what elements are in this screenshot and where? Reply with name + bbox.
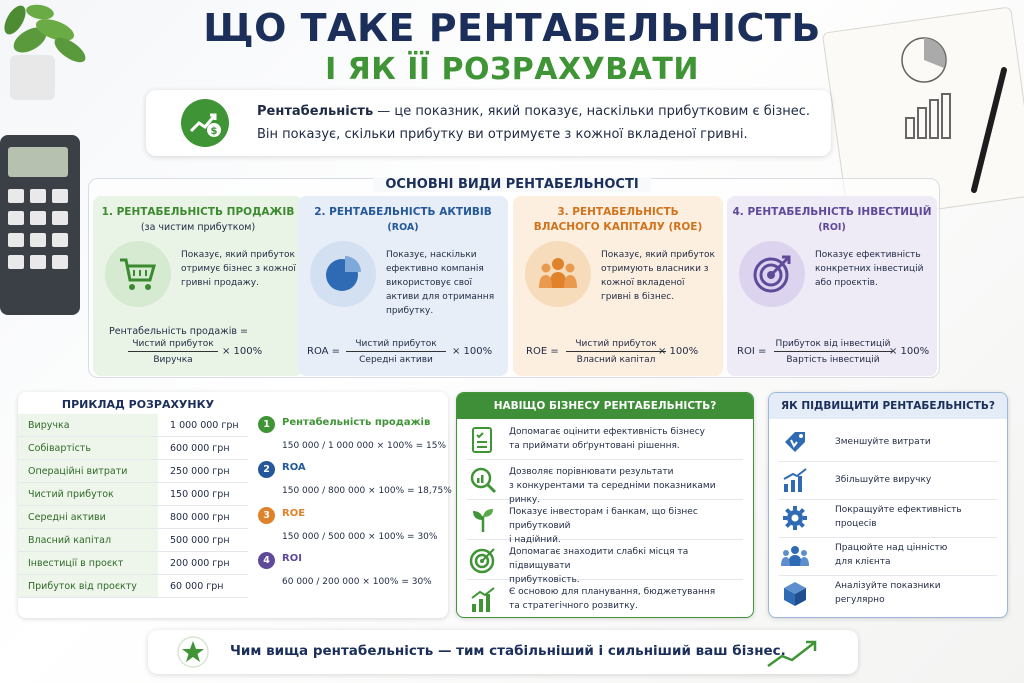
formula-multiplier: × 100% — [222, 346, 263, 357]
example-panel — [18, 392, 452, 618]
list-item-text: Дозволяє порівнювати результати з конкурентами та середніми показниками ринку. — [509, 467, 716, 505]
shopping-cart-icon — [118, 254, 158, 294]
row-label: Власний капітал — [18, 529, 158, 551]
formula-label: ROI = — [737, 346, 767, 357]
list-item — [467, 540, 743, 585]
card-description: Показує, який прибуток отримують власники з кожної вкладеної гривні в бізнес. — [601, 250, 715, 302]
calc-number-badge: 4 — [258, 552, 275, 569]
list-item-text: Аналізуйте показники регулярно — [835, 581, 941, 605]
list-item — [467, 460, 743, 505]
formula-fraction — [128, 339, 218, 365]
formula-multiplier: × 100% — [889, 346, 930, 357]
card-title: 2. РЕНТАБЕЛЬНІСТЬ АКТИВІВ — [314, 206, 492, 218]
calc-expression: 60 000 / 200 000 × 100% = 30% — [282, 577, 432, 587]
list-item-text: Є основою для планування, бюджетування та стратегічного розвитку. — [509, 587, 716, 611]
list-item-text: Зменшуйте витрати — [835, 437, 931, 447]
people-icon — [538, 254, 578, 294]
page-subtitle: І ЯК ЇЇ РОЗРАХУВАТИ — [325, 52, 699, 87]
table-row — [18, 506, 248, 529]
formula-fraction — [774, 339, 892, 365]
definition-line-2: Він показує, скільки прибутку ви отримуєте з кожної вкладеної гривні. — [257, 127, 748, 142]
calc-label: ROI — [282, 553, 302, 564]
table-row — [18, 552, 248, 575]
card-subtitle: (ROI) — [818, 222, 846, 233]
row-value: 1 000 000 грн — [170, 420, 239, 431]
footer-text: Чим вища рентабельність — тим стабільніший і сильніший ваш бізнес. — [230, 643, 786, 659]
card-subtitle: (за чистим прибутком) — [140, 222, 256, 233]
table-row — [18, 437, 248, 460]
card-sales-profitability — [93, 196, 303, 376]
row-label: Чистий прибуток — [18, 483, 158, 505]
calc-number-badge: 2 — [258, 461, 275, 478]
growth-money-icon — [181, 99, 229, 147]
row-value: 800 000 грн — [170, 512, 230, 523]
list-item-text: Збільшуйте виручку — [835, 475, 932, 485]
calc-label: Рентабельність продажів — [282, 417, 431, 428]
table-row — [18, 575, 248, 598]
table-row — [18, 483, 248, 506]
card-title: 1. РЕНТАБЕЛЬНІСТЬ ПРОДАЖІВ — [101, 206, 295, 218]
improve-title: ЯК ПІДВИЩИТИ РЕНТАБЕЛЬНІСТЬ? — [769, 393, 1007, 419]
row-value: 500 000 грн — [170, 535, 230, 546]
why-title: НАВІЩО БІЗНЕСУ РЕНТАБЕЛЬНІСТЬ? — [457, 393, 753, 419]
formula-denominator: Середні активи — [359, 355, 433, 365]
box-icon — [781, 580, 809, 608]
calc-label: ROA — [282, 462, 306, 473]
list-item-text: Показує інвесторам і банкам, що бізнес прибутковий і надійний. — [509, 507, 698, 545]
row-value: 150 000 грн — [170, 489, 230, 500]
formula-denominator: Виручка — [153, 355, 193, 365]
list-item-text: Допомагає знаходити слабкі місця та підвищувати прибутковість. — [509, 547, 689, 585]
list-item-text: Покращуйте ефективність процесів — [835, 505, 962, 529]
star-icon — [177, 636, 209, 668]
card-icon-circle — [739, 241, 805, 307]
formula-multiplier: × 100% — [452, 346, 493, 357]
growth-chart-icon — [781, 466, 809, 494]
formula-denominator: Вартість інвестицій — [786, 355, 880, 365]
calc-expression: 150 000 / 500 000 × 100% = 30% — [282, 532, 438, 542]
list-item-text: Працюйте над цінністю для клієнта — [835, 543, 948, 567]
price-tag-down-icon — [781, 428, 809, 456]
row-value: 200 000 грн — [170, 558, 230, 569]
row-label: Виручка — [18, 414, 158, 436]
why-panel — [456, 392, 754, 618]
list-item — [779, 422, 997, 462]
formula-label: Рентабельність продажів = — [109, 326, 248, 337]
row-label: Операційні витрати — [18, 460, 158, 482]
calc-expression: 150 000 / 800 000 × 100% = 18,75% — [282, 486, 452, 496]
improve-panel — [768, 392, 1008, 618]
formula-numerator: Чистий прибуток — [566, 339, 666, 352]
formula-fraction — [566, 339, 666, 365]
formula-numerator: Чистий прибуток — [346, 339, 446, 352]
target-icon — [752, 254, 792, 294]
list-item — [467, 500, 743, 545]
list-item — [779, 498, 997, 538]
card-title: 4. РЕНТАБЕЛЬНІСТЬ ІНВЕСТИЦІЙ — [732, 206, 932, 218]
types-title: ОСНОВНІ ВИДИ РЕНТАБЕЛЬНОСТІ — [0, 177, 1024, 192]
card-roi — [727, 196, 937, 376]
example-table — [18, 414, 248, 598]
card-title: 3. РЕНТАБЕЛЬНІСТЬ ВЛАСНОГО КАПІТАЛУ (ROE) — [533, 206, 703, 233]
row-value: 60 000 грн — [170, 581, 224, 592]
card-icon-circle — [525, 241, 591, 307]
card-roa — [298, 196, 508, 376]
card-subtitle: (ROA) — [387, 222, 419, 233]
card-roe — [513, 196, 723, 376]
definition-box — [146, 90, 831, 156]
svg-text:$: $ — [210, 126, 218, 137]
list-item-text: Допомагає оцінити ефективність бізнесу та приймати обґрунтовані рішення. — [509, 427, 705, 451]
page-title: ЩО ТАКЕ РЕНТАБЕЛЬНІСТЬ — [203, 6, 821, 50]
magnifier-chart-icon — [469, 466, 497, 494]
team-icon — [781, 542, 809, 570]
pie-chart-icon — [323, 254, 363, 294]
calc-expression: 150 000 / 1 000 000 × 100% = 15% — [282, 441, 447, 451]
row-label: Середні активи — [18, 506, 158, 528]
calculator-decoration — [0, 125, 90, 325]
list-item — [779, 536, 997, 576]
list-item — [467, 580, 743, 620]
gear-icon — [781, 504, 809, 532]
row-label: Прибуток від проєкту — [18, 575, 158, 597]
card-description: Показує, наскільки ефективно компанія використовує свої активи для отримання прибутку. — [386, 250, 495, 316]
formula-denominator: Власний капітал — [576, 355, 656, 365]
table-row — [18, 529, 248, 552]
row-value: 600 000 грн — [170, 443, 230, 454]
list-item — [779, 460, 997, 500]
list-item — [779, 574, 997, 614]
sprout-icon — [469, 506, 497, 534]
row-label: Інвестиції в проєкт — [18, 552, 158, 574]
checklist-icon — [469, 426, 497, 454]
card-icon-circle — [310, 241, 376, 307]
table-row — [18, 414, 248, 437]
row-value: 250 000 грн — [170, 466, 230, 477]
card-icon-circle — [105, 241, 171, 307]
formula-numerator: Прибуток від інвестицій — [774, 339, 892, 352]
calc-number-badge: 1 — [258, 416, 275, 433]
example-title: ПРИКЛАД РОЗРАХУНКУ — [61, 398, 215, 411]
list-item — [467, 420, 743, 460]
bar-chart-icon — [469, 586, 497, 614]
target-icon — [469, 546, 497, 574]
calc-number-badge: 3 — [258, 507, 275, 524]
definition-line-1: Рентабельність — це показник, який показує, наскільки прибутковим є бізнес. — [257, 104, 811, 119]
trend-arrow-icon — [766, 638, 822, 668]
calc-label: ROE — [282, 508, 306, 519]
table-row — [18, 460, 248, 483]
formula-label: ROE = — [526, 346, 559, 357]
formula-fraction — [346, 339, 446, 365]
row-label: Собівартість — [18, 437, 158, 459]
card-description: Показує, який прибуток отримує бізнес з кожної гривні продажу. — [181, 250, 296, 288]
card-description: Показує ефективність конкретних інвестицій або проєктів. — [815, 250, 924, 288]
formula-numerator: Чистий прибуток — [128, 339, 218, 352]
formula-label: ROA = — [307, 346, 341, 357]
formula-multiplier: × 100% — [658, 346, 699, 357]
footer-banner — [148, 630, 858, 674]
